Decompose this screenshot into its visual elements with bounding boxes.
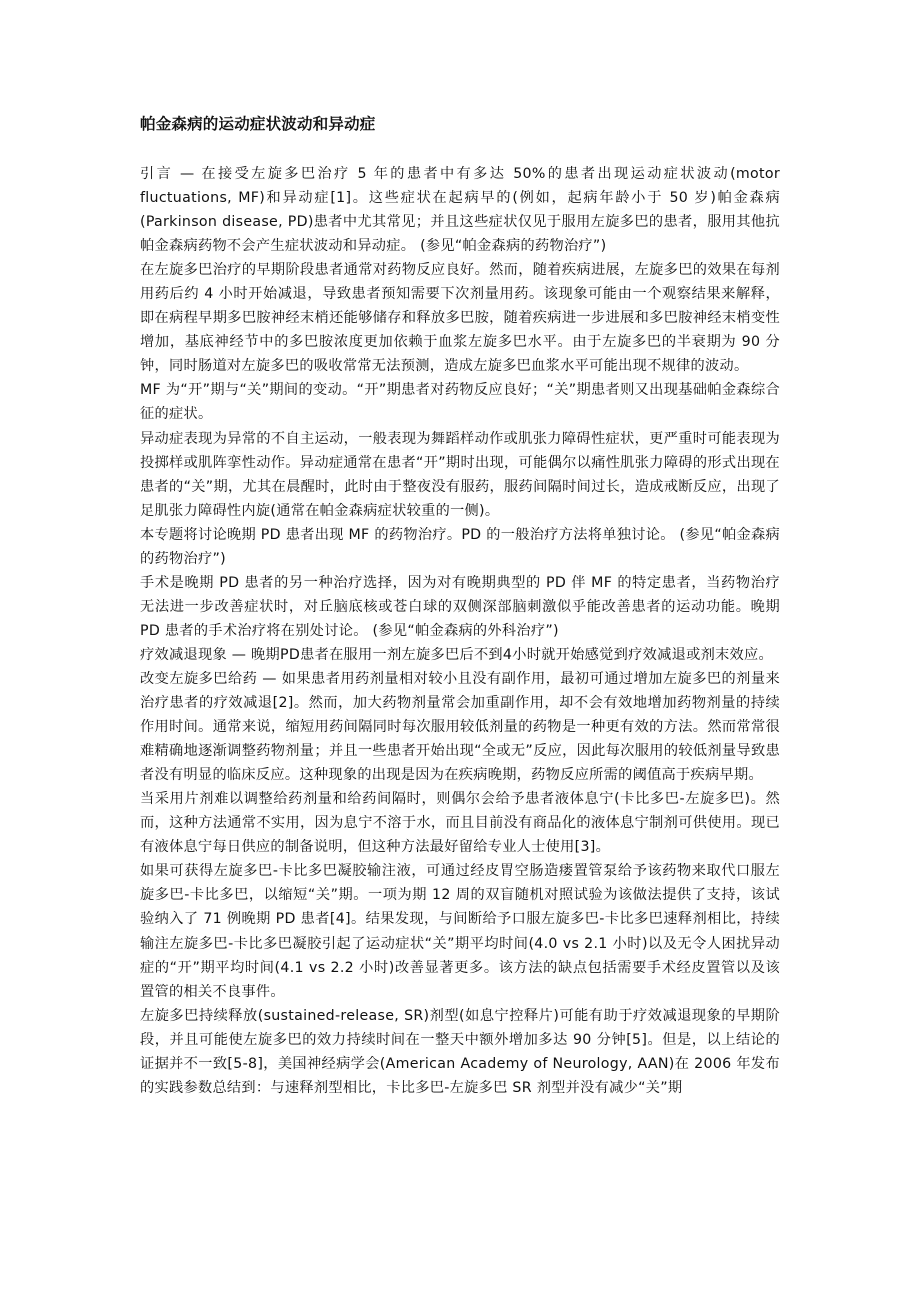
paragraph-wearing-off: 疗效减退现象 — 晚期PD患者在服用一剂左旋多巴后不到4小时就开始感觉到疗效减退或剂末效应。: [140, 646, 774, 663]
paragraph-early-treatment: 在左旋多巴治疗的早期阶段患者通常对药物反应良好。然而，随着疾病进展，左旋多巴的效果在每剂用药后约 4 小时开始减退，导致患者预知需要下次剂量用药。该现象可能由一个观察结果来解释，即在病程早期多巴胺神经末梢还能够储存和释放多巴胺，随着疾病进一步进展和多巴胺神经末梢变性增加，基底神经节中的多巴胺浓度更加依赖于血浆左旋多巴水平。由于左旋多巴的半衰期为 90 分钟，同时肠道对左旋多巴的吸收常常无法预测，造成左旋多巴血浆水平可能出现不规律的波动。: [140, 262, 780, 375]
paragraph-introduction: 引言 — 在接受左旋多巴治疗 5 年的患者中有多达 50%的患者出现运动症状波动(motor fluctuations, MF)和异动症[1]。这些症状在起病早的(例如，起病年龄小于 50 岁)帕金森病(Parkinson disease, PD)患者中尤其常见；并且这些症状仅见于服用左旋多巴的患者，服用其他抗帕金森病药物不会产生症状波动和异动症。 (参见“帕金森病的药物治疗”): [140, 166, 780, 255]
document-title: 帕金森病的运动症状波动和异动症: [140, 115, 376, 133]
paragraph-surgery: 手术是晚期 PD 患者的另一种治疗选择，因为对有晚期典型的 PD 伴 MF 的特定患者，当药物治疗无法进一步改善症状时，对丘脑底核或苍白球的双侧深部脑刺激似乎能改善患者的运动功能。晚期 PD 患者的手术治疗将在别处讨论。 (参见“帕金森病的外科治疗”): [140, 574, 780, 639]
paragraph-sustained-release: 左旋多巴持续释放(sustained-release, SR)剂型(如息宁控释片)可能有助于疗效减退现象的早期阶段，并且可能使左旋多巴的效力持续时间在一整天中额外增加多达 90 分钟[5]。但是，以上结论的证据并不一致[5-8]，美国神经病学会(American Academy of Neurology, AAN)在 2006 年发布的实践参数总结到：与速释剂型相比，卡比多巴-左旋多巴 SR 剂型并没有减少“关”期: [140, 1007, 780, 1096]
paragraph-dyskinesia: 异动症表现为异常的不自主运动，一般表现为舞蹈样动作或肌张力障碍性症状，更严重时可能表现为投掷样或肌阵挛性动作。异动症通常在患者“开”期时出现，可能偶尔以痛性肌张力障碍的形式出现在患者的“关”期，尤其在晨醒时，此时由于整夜没有服药，服药间隔时间过长，造成戒断反应，出现了足肌张力障碍性内旋(通常在帕金森病症状较重的一侧)。: [140, 430, 780, 519]
document-page: [140, 112, 780, 1100]
paragraph-gel-infusion: 如果可获得左旋多巴-卡比多巴凝胶输注液，可通过经皮胃空肠造瘘置管泵给予该药物来取代口服左旋多巴-卡比多巴，以缩短“关”期。一项为期 12 周的双盲随机对照试验为该做法提供了支持，该试验纳入了 71 例晚期 PD 患者[4]。结果发现，与间断给予口服左旋多巴-卡比多巴速释剂相比，持续输注左旋多巴-卡比多巴凝胶引起了运动症状“关”期平均时间(4.0 vs 2.1 小时)以及无令人困扰异动症的“开”期平均时间(4.1 vs 2.2 小时)改善显著更多。该方法的缺点包括需要手术经皮置管以及该置管的相关不良事件。: [140, 863, 780, 1000]
paragraph-dosing-change: 改变左旋多巴给药 — 如果患者用药剂量相对较小且没有副作用，最初可通过增加左旋多巴的剂量来治疗患者的疗效减退[2]。然而，加大药物剂量常会加重副作用，却不会有效地增加药物剂量的持续作用时间。通常来说，缩短用药间隔同时每次服用较低剂量的药物是一种更有效的方法。然而常常很难精确地逐渐调整药物剂量；并且一些患者开始出现“全或无”反应，因此每次服用的较低剂量导致患者没有明显的临床反应。这种现象的出现是因为在疾病晚期，药物反应所需的阈值高于疾病早期。: [140, 670, 780, 784]
paragraph-liquid-formulation: 当采用片剂难以调整给药剂量和给药间隔时，则偶尔会给予患者液体息宁(卡比多巴-左旋多巴)。然而，这种方法通常不实用，因为息宁不溶于水，而且目前没有商品化的液体息宁制剂可供使用。现已有液体息宁每日供应的制备说明，但这种方法最好留给专业人士使用[3]。: [140, 791, 780, 856]
paragraph-topic-scope: 本专题将讨论晚期 PD 患者出现 MF 的药物治疗。PD 的一般治疗方法将单独讨论。 (参见“帕金森病的药物治疗”): [140, 526, 780, 567]
paragraph-mf-definition: MF 为“开”期与“关”期间的变动。“开”期患者对药物反应良好；“关”期患者则又出现基础帕金森综合征的症状。: [140, 382, 780, 423]
